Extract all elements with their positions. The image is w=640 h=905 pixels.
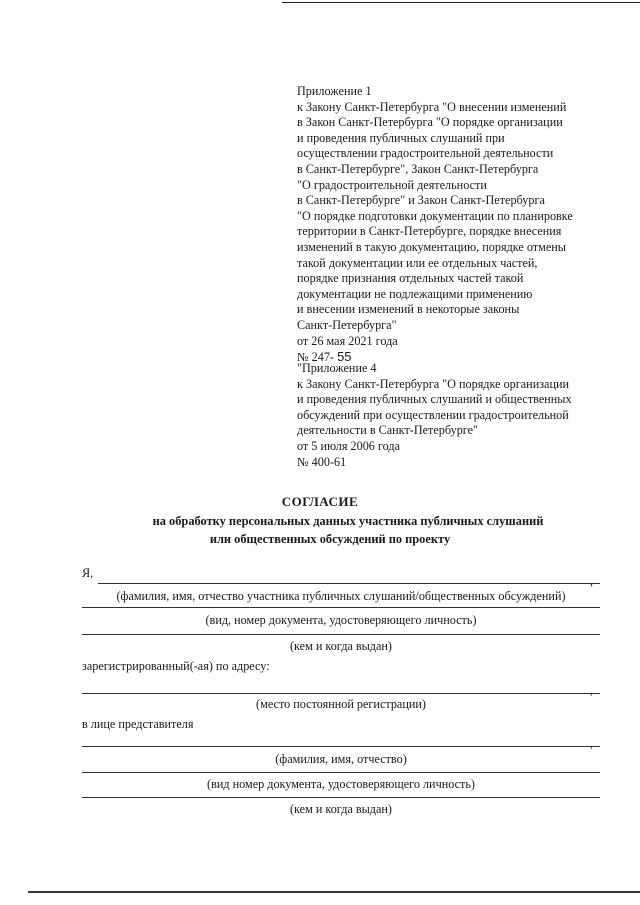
participant-fio-line — [98, 583, 600, 584]
caption-document-2: (вид номер документа, удостоверяющего личность) — [207, 777, 475, 791]
document-line-2 — [82, 772, 600, 773]
document-title: СОГЛАСИЕ — [281, 494, 359, 509]
appendix-1-date: от 26 мая 2021 года — [297, 333, 398, 348]
address-line — [82, 693, 600, 694]
appendix-4-date: от 5 июля 2006 года — [297, 438, 400, 453]
appendix-1-block — [297, 84, 573, 366]
scan-top-line — [282, 2, 640, 3]
appendix-1-line: "О градостроительной деятельности — [297, 177, 487, 192]
document-subtitle-1: на обработку персональных данных участника публичных слушаний — [152, 514, 544, 528]
caption-participant-fio: (фамилия, имя, отчество участника публичных слушаний/общественных обсуждений) — [116, 589, 566, 603]
appendix-4-block — [297, 361, 572, 470]
document-line-1 — [82, 607, 600, 608]
appendix-1-line: осуществлении градостроительной деятельности — [297, 146, 554, 161]
appendix-1-number-prefix: № 247- — [297, 350, 335, 365]
appendix-1-line: территории в Санкт-Петербурге, порядке внесения — [297, 224, 562, 239]
caption-issued-2: (кем и когда выдан) — [290, 802, 392, 816]
document-subtitle-2: или общественных обсуждений по проекту — [209, 532, 451, 546]
issued-line-2 — [82, 797, 600, 798]
issued-line-1 — [82, 634, 600, 635]
appendix-1-line: Санкт-Петербурга" — [297, 317, 397, 332]
appendix-1-line: порядке признания отдельных частей такой — [297, 271, 524, 286]
caption-representative-fio: (фамилия, имя, отчество) — [275, 752, 407, 766]
caption-address: (место постоянной регистрации) — [256, 697, 426, 711]
appendix-4-line: к Закону Санкт-Петербурга "О порядке организации — [297, 376, 570, 391]
caption-issued-1: (кем и когда выдан) — [290, 639, 392, 653]
i-label: Я, — [82, 566, 94, 580]
appendix-1-line: Приложение 1 — [297, 84, 372, 98]
appendix-1-line: "О порядке подготовки документации по планировке — [297, 208, 573, 223]
comma-mark: , — [590, 574, 593, 588]
registered-address-label: зарегистрированный(-ая) по адресу: — [82, 659, 270, 673]
caption-document-1: (вид, номер документа, удостоверяющего личность) — [205, 613, 477, 627]
appendix-1-line: и проведения публичных слушаний при — [297, 130, 505, 145]
comma-mark: , — [590, 736, 593, 750]
appendix-4-number: № 400-61 — [297, 454, 347, 469]
appendix-1-line: в Санкт-Петербурге" и Закон Санкт-Петербурга — [297, 193, 545, 208]
appendix-1-line: такой документации или ее отдельных частей, — [297, 255, 538, 270]
appendix-1-line: к Закону Санкт-Петербурга "О внесении изменений — [297, 99, 567, 114]
representative-label: в лице представителя — [82, 717, 194, 731]
representative-fio-line — [82, 746, 600, 747]
appendix-4-line: деятельности в Санкт-Петербурге" — [297, 423, 479, 438]
appendix-1-line: документации не подлежащими применению — [297, 286, 533, 301]
appendix-1-line: в Закон Санкт-Петербурга "О порядке организации — [297, 115, 563, 130]
appendix-4-line: и проведения публичных слушаний и общественных — [297, 392, 572, 407]
appendix-1-line: в Санкт-Петербурге", Закон Санкт-Петербурга — [297, 161, 539, 176]
scan-bottom-line — [28, 891, 640, 893]
appendix-1-number-handwritten: 55 — [337, 349, 352, 365]
appendix-1-line: и внесении изменений в некоторые законы — [297, 302, 520, 317]
appendix-4-line: обсуждений при осуществлении градостроительной — [297, 407, 569, 422]
appendix-4-line: "Приложение 4 — [297, 361, 377, 375]
appendix-1-line: изменений в такую документацию, порядке отмены — [297, 239, 566, 254]
comma-mark: , — [590, 683, 593, 697]
